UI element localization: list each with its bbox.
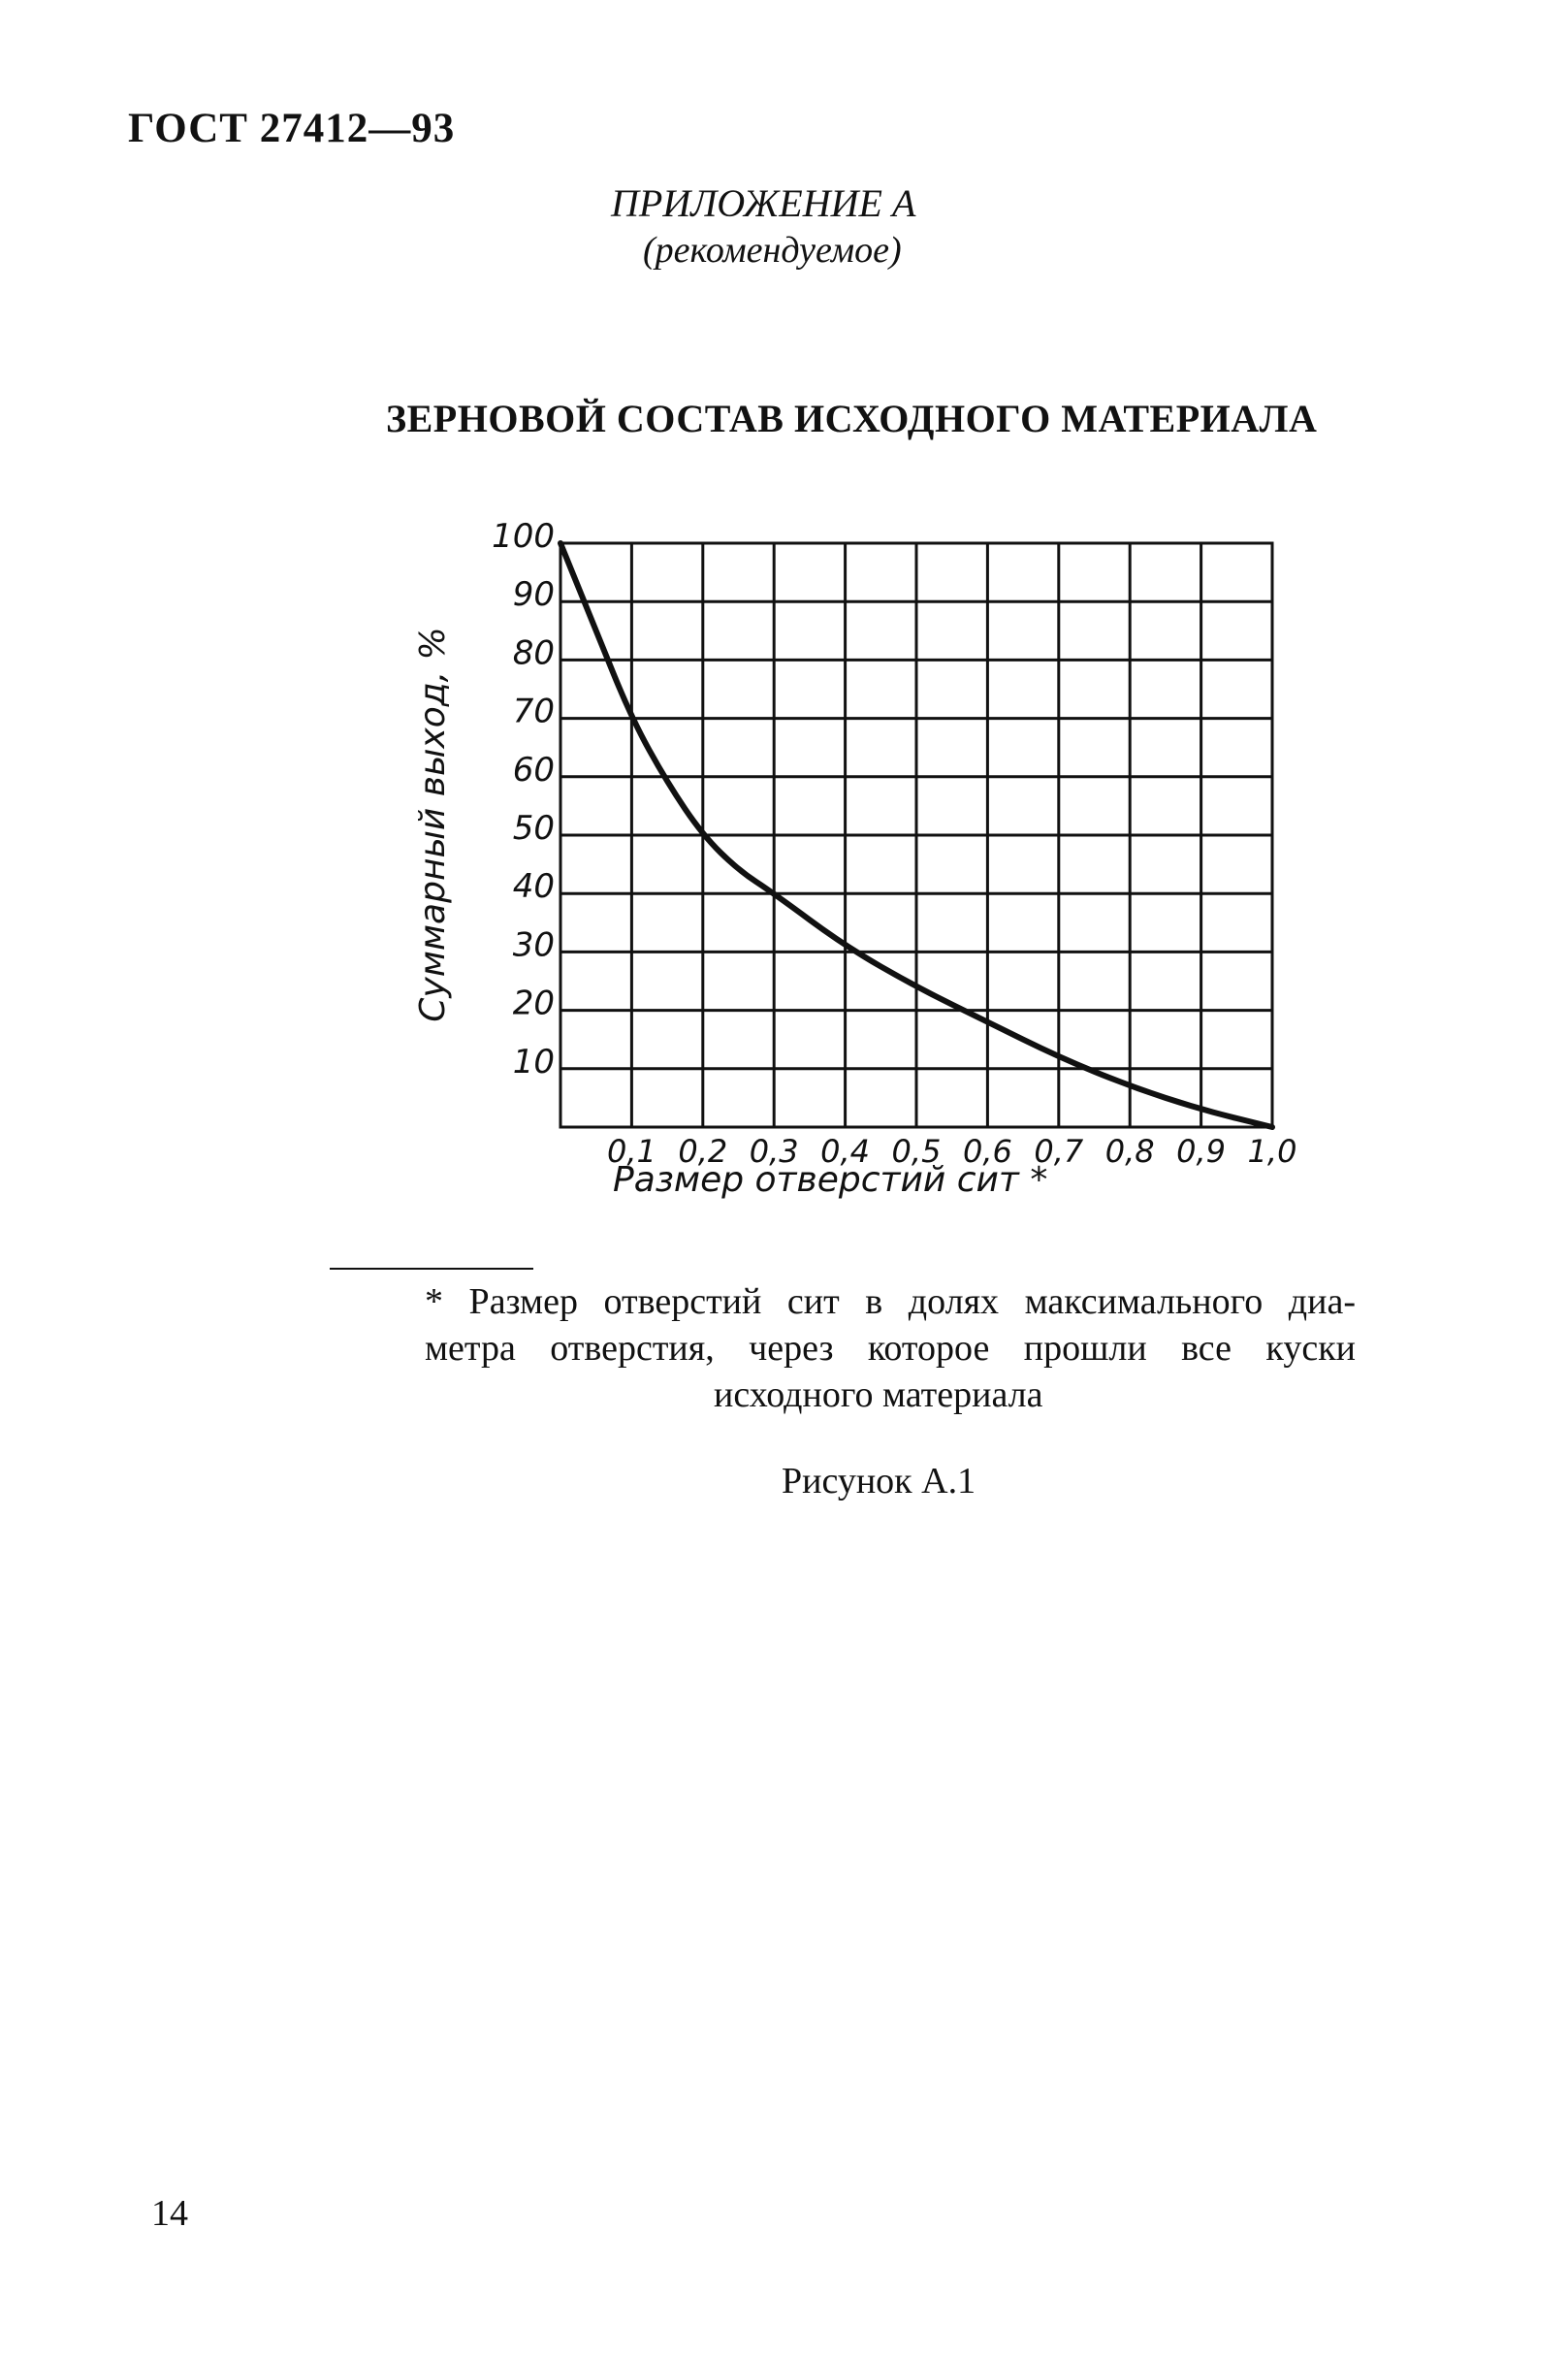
footnote-divider [330,1268,533,1270]
footnote-line-2: метра отверстия, через которое прошли все куски [425,1328,1356,1369]
page-number: 14 [151,2193,188,2234]
chart-grid [560,543,1272,1127]
x-tick-label: 0,1 [606,1133,656,1170]
footnote-line-3: исходного материала [714,1374,1043,1415]
x-tick-label: 1,0 [1247,1133,1297,1170]
x-tick-label: 0,7 [1034,1133,1084,1170]
y-tick-labels [492,517,555,1082]
x-tick-label: 0,5 [891,1133,942,1170]
y-tick-label: 80 [512,633,555,673]
y-tick-label: 70 [512,692,555,731]
y-tick-label: 30 [512,925,555,965]
appendix-title: ПРИЛОЖЕНИЕ А [611,181,916,225]
x-tick-label: 0,6 [962,1133,1012,1170]
x-tick-label: 0,8 [1104,1133,1155,1170]
y-tick-label: 90 [512,575,555,615]
document-code: ГОСТ 27412—93 [128,106,456,151]
appendix-subtitle: (рекомендуемое) [643,230,902,271]
figure-caption: Рисунок А.1 [782,1461,976,1501]
x-tick-label: 0,4 [820,1133,871,1170]
x-tick-label: 0,9 [1176,1133,1227,1170]
footnote [425,1278,1356,1418]
y-tick-label: 50 [512,809,555,848]
x-tick-label: 0,3 [749,1133,799,1170]
x-axis-label: Размер отверстий сит * [613,1160,1048,1200]
y-tick-label: 10 [512,1042,555,1082]
footnote-line-1: * Размер отверстий сит в долях максимального диа- [425,1281,1356,1322]
y-tick-label: 20 [512,984,555,1023]
y-tick-label: 100 [492,517,555,556]
x-tick-label: 0,2 [678,1133,728,1170]
y-tick-label: 60 [512,750,555,790]
y-tick-label: 40 [512,867,555,907]
section-title: ЗЕРНОВОЙ СОСТАВ ИСХОДНОГО МАТЕРИАЛА [386,397,1318,440]
y-axis-label: Суммарный выход, % [413,627,453,1022]
